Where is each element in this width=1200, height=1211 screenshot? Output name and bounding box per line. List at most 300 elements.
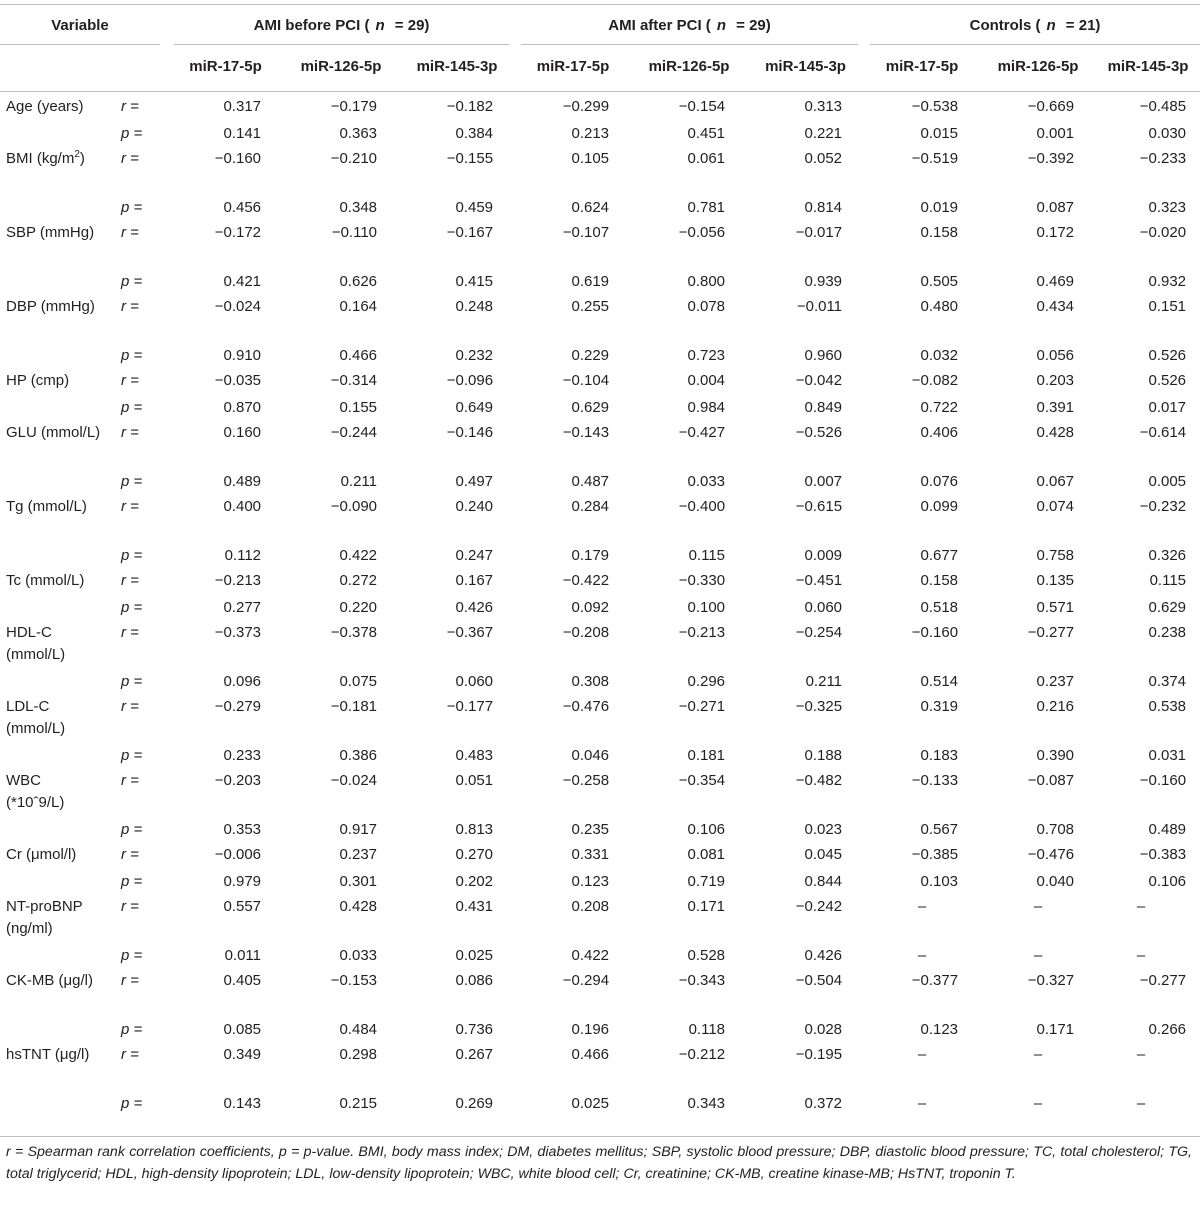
value-cell: – [1136,1095,1146,1112]
value-cell: 0.123 [571,873,610,890]
table-row-r [0,620,1200,670]
value-cell: −0.422 [562,572,610,589]
value-cell: 0.505 [920,273,959,290]
table-row-p [0,270,1200,294]
value-cell: 0.319 [920,698,959,715]
variable-cell [0,568,113,596]
value-cell: −0.208 [562,624,610,641]
value-cell: 0.017 [1148,399,1187,416]
table-row-r [0,494,1200,544]
value-cell: 0.480 [920,298,959,315]
value-cell: 0.106 [687,821,726,838]
value-cell: 0.528 [687,947,726,964]
value-cell: 0.677 [920,547,959,564]
value-cell: −0.427 [678,424,726,441]
variable-label: SBP (mmHg) [6,224,95,241]
value-cell: 0.708 [1036,821,1075,838]
value-cell: −0.277 [1027,624,1075,641]
value-cell: 0.781 [687,199,726,216]
value-cell: 0.326 [1148,547,1187,564]
table-row-p [0,470,1200,494]
stat-label: p = [121,273,143,290]
value-cell: 0.255 [571,298,610,315]
value-cell: −0.177 [446,698,494,715]
value-cell: 0.028 [804,1021,843,1038]
variable-cell [0,870,113,894]
variable-label: hsTNT (μg/l) [6,1046,90,1063]
value-cell: 0.143 [223,1095,262,1112]
value-cell: – [917,947,927,964]
value-cell: −0.330 [678,572,726,589]
value-cell: 0.372 [804,1095,843,1112]
variable-cell [0,220,113,270]
value-cell: 0.277 [223,599,262,616]
value-cell: 0.391 [1036,399,1075,416]
value-cell: 0.353 [223,821,262,838]
value-cell: 0.015 [920,125,959,142]
value-cell: 0.538 [1148,698,1187,715]
variable-cell [0,1018,113,1042]
value-cell: −0.377 [911,972,959,989]
value-cell: −0.271 [678,698,726,715]
value-cell: 0.629 [1148,599,1187,616]
value-cell: −0.258 [562,772,610,789]
table-row-r [0,89,1200,122]
value-cell: 0.758 [1036,547,1075,564]
value-cell: – [1033,1046,1043,1063]
value-cell: −0.096 [446,372,494,389]
value-cell: – [1033,947,1043,964]
value-cell: 0.813 [455,821,494,838]
table-row-p [0,1092,1200,1116]
value-cell: −0.615 [795,498,843,515]
stat-label: p = [121,1095,143,1112]
variable-cell [0,344,113,368]
table-row-p [0,122,1200,146]
value-cell: 0.237 [339,846,378,863]
value-cell: 0.240 [455,498,494,515]
stat-label: p = [121,1021,143,1038]
value-cell: −0.024 [214,298,262,315]
value-cell: −0.294 [562,972,610,989]
value-cell: 0.331 [571,846,610,863]
variable-cell [0,396,113,420]
value-cell: 0.085 [223,1021,262,1038]
value-cell: −0.020 [1139,224,1187,241]
value-cell: −0.314 [330,372,378,389]
value-cell: 0.626 [339,273,378,290]
variable-header: Variable [0,8,168,45]
group-header-label: Controls ( n = 21) [870,8,1200,45]
variable-label: Tg (mmol/L) [6,498,87,515]
stat-label: r = [121,1046,139,1063]
value-cell: −0.325 [795,698,843,715]
table-bottom-rule [0,1136,1200,1137]
table-row-p [0,944,1200,968]
variable-label: GLU (mmol/L) [6,424,101,441]
value-cell: −0.155 [446,150,494,167]
value-cell: 0.004 [687,372,726,389]
value-cell: 0.229 [571,347,610,364]
value-cell: −0.107 [562,224,610,241]
variable-cell: BMI $(kg/m^2)$ [6,149,85,167]
value-cell: 0.400 [223,498,262,515]
variable-label: Age (years) [6,98,84,115]
table-row-r [0,220,1200,270]
value-cell: 0.386 [339,747,378,764]
value-cell: −0.035 [214,372,262,389]
group-header-row [0,8,1200,45]
value-cell: 0.619 [571,273,610,290]
value-cell: 0.487 [571,473,610,490]
mirna-header-row [0,45,1200,89]
value-cell: 0.045 [804,846,843,863]
value-cell: 0.459 [455,199,494,216]
variable-label: BMI (kg/m [6,150,75,167]
value-cell: 0.870 [223,399,262,416]
value-cell: 0.247 [455,547,494,564]
value-cell: 0.164 [339,298,378,315]
value-cell: 0.451 [687,125,726,142]
value-cell: 0.557 [223,898,262,915]
stat-label: p = [121,347,143,364]
table-row-r [0,768,1200,818]
mirna-header: miR-17-5p [189,58,262,75]
value-cell: 0.910 [223,347,262,364]
value-cell: 0.076 [920,473,959,490]
value-cell: −0.383 [1139,846,1187,863]
value-cell: 0.181 [687,747,726,764]
value-cell: 0.266 [1148,1021,1187,1038]
value-cell: 0.917 [339,821,378,838]
value-cell: −0.024 [330,772,378,789]
value-cell: 0.719 [687,873,726,890]
table-top-rule [0,4,1200,5]
variable-cell [0,196,113,220]
variable-label: CK-MB (μg/l) [6,972,93,989]
value-cell: – [1033,898,1043,915]
value-cell: 0.939 [804,273,843,290]
value-cell: 0.571 [1036,599,1075,616]
value-cell: 0.202 [455,873,494,890]
value-cell: 0.096 [223,673,262,690]
mirna-header: miR-17-5p [536,58,610,75]
value-cell: −0.538 [911,98,959,115]
value-cell: 0.056 [1036,347,1075,364]
stat-label: r = [121,298,139,315]
value-cell: −0.110 [331,224,378,241]
table-row-r [0,1042,1200,1092]
value-cell: 0.405 [223,972,262,989]
value-cell: 0.624 [571,199,610,216]
stat-label: r = [121,424,139,441]
value-cell: 0.232 [455,347,494,364]
value-cell: 0.466 [571,1046,610,1063]
variable-cell [0,968,113,1018]
value-cell: 0.155 [339,399,378,416]
value-cell: −0.482 [795,772,843,789]
value-cell: 0.526 [1148,372,1187,389]
value-cell: −0.017 [795,224,843,241]
value-cell: 0.135 [1036,572,1075,589]
table-row-r [0,568,1200,596]
value-cell: 0.431 [455,898,494,915]
value-cell: −0.373 [214,624,262,641]
value-cell: −0.153 [330,972,378,989]
value-cell: 0.489 [1148,821,1187,838]
value-cell: 0.415 [455,273,494,290]
value-cell: −0.242 [795,898,843,915]
value-cell: 0.112 [224,547,262,564]
value-cell: −0.042 [795,372,843,389]
variable-label: LDL-C (mmol/L) [6,698,66,737]
value-cell: −0.210 [330,150,378,167]
variable-cell [0,1092,113,1116]
value-cell: 0.075 [339,673,378,690]
value-cell: – [1136,947,1146,964]
group-header-ami-before [168,8,515,45]
table-row-p [0,1018,1200,1042]
group-header-controls [864,8,1200,45]
value-cell: 0.629 [571,399,610,416]
value-cell: 0.060 [804,599,843,616]
value-cell: 0.078 [687,298,726,315]
value-cell: −0.277 [1139,972,1187,989]
variable-cell [0,420,113,470]
value-cell: −0.090 [330,498,378,515]
value-cell: 0.514 [920,673,959,690]
table-row-r [0,294,1200,344]
variable-cell [0,694,113,744]
value-cell: 0.526 [1148,347,1187,364]
value-cell: – [917,1046,927,1063]
unit-superscript: 2 [74,149,80,160]
value-cell: 0.179 [571,547,610,564]
value-cell: 0.216 [1036,698,1075,715]
value-cell: −0.400 [678,498,726,515]
table-row-p [0,596,1200,620]
value-cell: −0.378 [330,624,378,641]
value-cell: 0.343 [687,1095,726,1112]
stat-label: r = [121,846,139,863]
value-cell: −0.213 [678,624,726,641]
value-cell: 0.213 [571,125,610,142]
stat-label: p = [121,673,143,690]
value-cell: 0.469 [1036,273,1075,290]
stat-label: p = [121,821,143,838]
value-cell: −0.392 [1027,150,1075,167]
stat-label: r = [121,498,139,515]
group-header-ami-after [515,8,864,45]
value-cell: 0.390 [1036,747,1075,764]
stat-label: r = [121,972,139,989]
value-cell: 0.086 [455,972,494,989]
stat-label: r = [121,224,139,241]
value-cell: 0.033 [687,473,726,490]
value-cell: – [917,1095,927,1112]
value-cell: 0.115 [688,547,726,564]
value-cell: −0.133 [911,772,959,789]
value-cell: −0.203 [214,772,262,789]
value-cell: 0.800 [687,273,726,290]
value-cell: 0.115 [1149,572,1187,589]
value-cell: −0.367 [446,624,494,641]
variable-cell [0,894,113,944]
table-row-p [0,670,1200,694]
value-cell: 0.208 [571,898,610,915]
value-cell: −0.476 [562,698,610,715]
value-cell: −0.669 [1027,98,1075,115]
value-cell: 0.001 [1036,125,1075,142]
stat-label: r = [121,572,139,589]
value-cell: 0.158 [920,572,959,589]
value-cell: 0.141 [223,125,262,142]
value-cell: 0.456 [223,199,262,216]
value-cell: 0.007 [804,473,843,490]
variable-cell [0,494,113,544]
table-row-p [0,744,1200,768]
value-cell: −0.504 [795,972,843,989]
value-cell: 0.188 [804,747,843,764]
correlation-table [0,8,1200,1116]
variable-cell [0,944,113,968]
stat-label: p = [121,873,143,890]
table-footnote: r = Spearman rank correlation coefficients, p = p-value. BMI, body mass index; DM, diabetes mellitus; SBP, systolic blood pressure; DBP, diastolic blood pressure; TC, total cholesterol; TG, total triglycerid; HDL, high-density lipoprotein; LDL, low-density lipoprotein; WBC, white blood cell; Cr, creatinine; CK-MB, creatine kinase-MB; HsTNT, troponin T. [6,1144,1192,1182]
value-cell: – [917,898,927,915]
mirna-header: miR-145-3p [765,58,846,75]
value-cell: −0.279 [214,698,262,715]
value-cell: 0.483 [455,747,494,764]
value-cell: 0.023 [804,821,843,838]
value-cell: −0.327 [1027,972,1075,989]
value-cell: −0.526 [795,424,843,441]
value-cell: 0.046 [571,747,610,764]
value-cell: 0.317 [223,98,262,115]
value-cell: 0.067 [1036,473,1075,490]
stat-label: p = [121,547,143,564]
value-cell: −0.354 [678,772,726,789]
value-cell: 0.979 [223,873,262,890]
stat-label: p = [121,199,143,216]
value-cell: 0.011 [224,947,262,964]
variable-cell [0,620,113,670]
value-cell: 0.284 [571,498,610,515]
value-cell: 0.158 [920,224,959,241]
value-cell: 0.171 [687,898,726,915]
stat-label: r = [121,150,139,167]
value-cell: 0.151 [1148,298,1187,315]
value-cell: 0.421 [223,273,262,290]
variable-label: Cr (μmol/l) [6,846,77,863]
value-cell: 0.100 [687,599,726,616]
value-cell: 0.428 [1036,424,1075,441]
value-cell: 0.235 [571,821,610,838]
value-cell: −0.011 [796,298,843,315]
value-cell: 0.301 [339,873,378,890]
value-cell: 0.032 [920,347,959,364]
group-header-label: AMI after PCI ( n = 29) [521,8,858,45]
value-cell: 0.220 [339,599,378,616]
value-cell: 0.238 [1148,624,1187,641]
value-cell: −0.212 [678,1046,726,1063]
value-cell: 0.426 [455,599,494,616]
value-cell: 0.349 [223,1046,262,1063]
value-cell: 0.567 [920,821,959,838]
value-cell: −0.519 [911,150,959,167]
table-row-r [0,842,1200,870]
value-cell: 0.074 [1036,498,1075,515]
value-cell: 0.484 [339,1021,378,1038]
value-cell: 0.211 [340,473,378,490]
table-row-p [0,544,1200,568]
value-cell: 0.649 [455,399,494,416]
value-cell: 0.849 [804,399,843,416]
table-body [0,89,1200,1116]
value-cell: 0.428 [339,898,378,915]
stat-label: r = [121,624,139,641]
value-cell: 0.308 [571,673,610,690]
stat-label: r = [121,698,139,715]
value-cell: 0.030 [1148,125,1187,142]
value-cell: 0.172 [1036,224,1075,241]
value-cell: −0.195 [795,1046,843,1063]
variable-cell [0,122,113,146]
value-cell: 0.118 [688,1021,726,1038]
variable-label: HDL-C (mmol/L) [6,624,66,663]
value-cell: −0.244 [330,424,378,441]
table-row-r [0,968,1200,1018]
table-row-r [0,894,1200,944]
variable-cell [0,470,113,494]
table-row-p [0,344,1200,368]
value-cell: 0.087 [1036,199,1075,216]
value-cell: −0.233 [1139,150,1187,167]
value-cell: 0.296 [687,673,726,690]
value-cell: 0.497 [455,473,494,490]
value-cell: 0.422 [571,947,610,964]
variable-cell [0,744,113,768]
stat-label: p = [121,747,143,764]
value-cell: −0.614 [1139,424,1187,441]
table-row-p [0,396,1200,420]
value-cell: 0.406 [920,424,959,441]
value-cell: 0.489 [223,473,262,490]
value-cell: −0.146 [446,424,494,441]
value-cell: −0.160 [1139,772,1187,789]
variable-cell [0,368,113,396]
value-cell: 0.960 [804,347,843,364]
value-cell: 0.203 [1036,372,1075,389]
value-cell: −0.082 [911,372,959,389]
value-cell: 0.040 [1036,873,1075,890]
value-cell: −0.485 [1139,98,1187,115]
value-cell: −0.056 [678,224,726,241]
variable-cell [0,544,113,568]
value-cell: 0.932 [1148,273,1187,290]
stat-label: p = [121,125,143,142]
value-cell: 0.060 [455,673,494,690]
stat-label: r = [121,772,139,789]
value-cell: 0.081 [687,846,726,863]
value-cell: 0.171 [1036,1021,1075,1038]
value-cell: −0.232 [1139,498,1187,515]
value-cell: 0.061 [687,150,726,167]
value-cell: 0.025 [571,1095,610,1112]
value-cell: 0.426 [804,947,843,964]
value-cell: 0.814 [804,199,843,216]
value-cell: −0.476 [1027,846,1075,863]
value-cell: 0.270 [455,846,494,863]
